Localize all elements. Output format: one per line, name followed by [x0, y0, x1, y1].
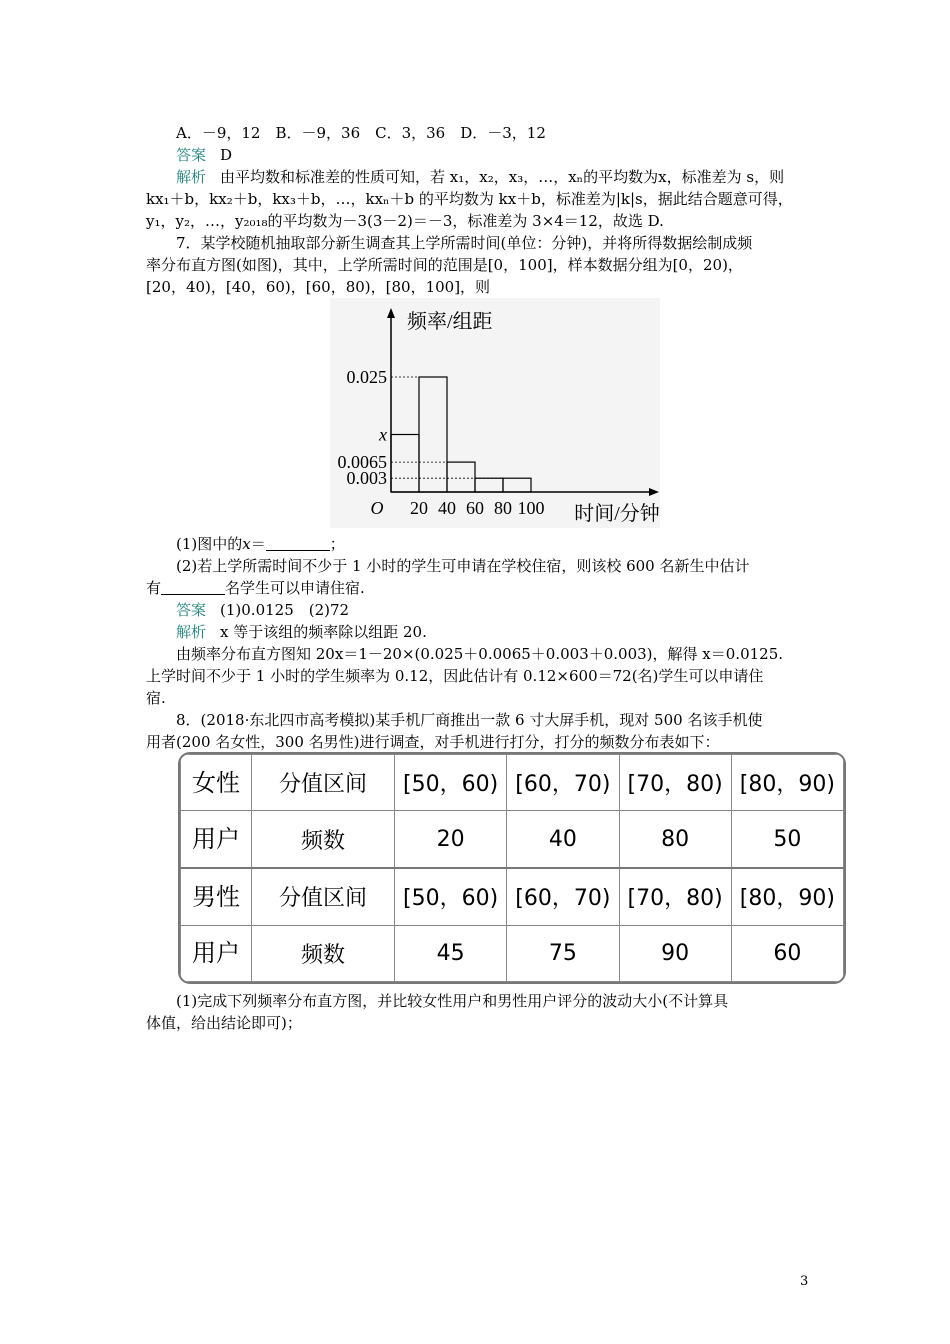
female-label-2: 用户	[181, 811, 252, 868]
origin-label: O	[370, 498, 384, 518]
q7-stem-3: [20，40)，[40，60)，[60，80)，[80，100]，则	[146, 278, 491, 296]
y-axis-title: 频率/组距	[407, 311, 493, 333]
q7-stem-1: 7．某学校随机抽取部分新生调查其上学所需时间(单位：分钟)，并将所得数据绘制成频	[176, 234, 753, 252]
q6-options: A．－9，12 B．－9，36 C．3，36 D．－3，12	[176, 124, 546, 142]
q7-sub1-eq: ＝	[250, 535, 266, 553]
q7-analysis-3: 上学时间不少于 1 小时的学生频率为 0.12，因此估计有 0.12×600＝72(名)学生可以申请住	[146, 667, 764, 685]
q7-sub1-text: (1)图中的	[176, 535, 243, 553]
q7-stem-2: 率分布直方图(如图)，其中，上学所需时间的范围是[0，100]，样本数据分组为[0，20)，	[146, 256, 743, 274]
chart-background	[330, 298, 660, 528]
analysis-text: 由平均数和标准差的性质可知，若 x₁，x₂，x₃，…，xₙ的平均数为x，标准差为 s，则	[220, 168, 785, 186]
q7-sub2-line2	[146, 577, 365, 599]
q7-sub1-end: ；	[329, 535, 345, 553]
answer-label: 答案	[176, 146, 207, 164]
x-tick-label: 80	[494, 498, 512, 518]
q7-analysis-4: 宿.	[146, 689, 166, 707]
q8-sub1-line1: (1)完成下列频率分布直方图，并比较女性用户和男性用户评分的波动大小(不计算具	[176, 992, 729, 1010]
y-tick-label: 0.0065	[337, 452, 387, 473]
answer-value: D	[220, 146, 233, 164]
y-tick-label: 0.025	[346, 367, 387, 387]
q7-analysis-2: 由频率分布直方图知 20x＝1－20×(0.025＋0.0065＋0.003＋0.003)，解得 x＝0.0125.	[176, 645, 784, 663]
female-freq-cell: 50	[731, 811, 843, 868]
x-tick-label: 40	[438, 498, 456, 518]
interval-header: 分值区间	[252, 755, 395, 811]
freq-header: 频数	[252, 811, 395, 868]
male-freq-cell: 90	[619, 925, 731, 982]
y-tick-label: x	[379, 424, 387, 445]
q7-sub1	[176, 533, 345, 555]
interval-header: 分值区间	[252, 868, 395, 925]
page-number: 3	[800, 1274, 809, 1289]
q6-answer	[176, 144, 232, 166]
q7-analysis-1	[176, 621, 427, 643]
male-label-2: 用户	[181, 925, 252, 982]
q6-analysis-1	[176, 166, 784, 188]
x-tick-label: 60	[466, 498, 484, 518]
interval-cell: [70，80)	[619, 868, 731, 925]
female-freq-cell: 20	[395, 811, 507, 868]
interval-cell: [80，90)	[731, 868, 843, 925]
male-freq-cell: 75	[507, 925, 619, 982]
female-freq-cell: 80	[619, 811, 731, 868]
q7-sub2-line1: (2)若上学所需时间不少于 1 小时的学生可申请在学校住宿，则该校 600 名新生中估计	[176, 557, 750, 575]
q7-sub2-pre: 有	[146, 579, 162, 597]
interval-cell: [50，60)	[395, 868, 507, 925]
female-label-1: 女性	[181, 755, 252, 811]
analysis-label: 解析	[176, 168, 207, 186]
q7-answer	[176, 599, 349, 621]
answer-value: (1)0.0125 (2)72	[220, 601, 350, 619]
x-axis-title: 时间/分钟	[574, 503, 660, 525]
q6-analysis-2: kx₁＋b，kx₂＋b，kx₃＋b，…，kxₙ＋b 的平均数为 kx＋b，标准差为|k|s，据此结合题意可得，	[146, 190, 793, 208]
x-tick-label: 20	[410, 498, 428, 518]
male-label-1: 男性	[181, 868, 252, 925]
q8-stem-1: 8．(2018·东北四市高考模拟)某手机厂商推出一款 6 寸大屏手机，现对 500 名该手机使	[176, 711, 763, 729]
y-tick-label: 0.003	[346, 468, 387, 489]
interval-cell: [60，70)	[507, 868, 619, 925]
x-tick-label: 100	[517, 498, 545, 518]
q6-analysis-3: y₁，y₂，…，y₂₀₁₈的平均数为－3(3－2)＝－3，标准差为 3×4＝12，故选 D.	[146, 212, 664, 230]
q7-sub1-var: x	[242, 535, 251, 553]
male-freq-cell: 60	[731, 925, 843, 982]
blank-field[interactable]	[161, 580, 225, 595]
q7-sub2-post: 名学生可以申请住宿.	[225, 579, 365, 597]
frequency-table	[178, 752, 846, 984]
histogram-chart	[330, 298, 660, 528]
male-freq-cell: 45	[395, 925, 507, 982]
q8-stem-2: 用者(200 名女性，300 名男性)进行调查，对手机进行打分，打分的频数分布表如下：	[146, 733, 720, 751]
interval-cell: [50，60)	[395, 755, 507, 811]
interval-cell: [60，70)	[507, 755, 619, 811]
q8-sub1-line2: 体值，给出结论即可)；	[146, 1014, 302, 1032]
answer-label: 答案	[176, 601, 207, 619]
blank-field[interactable]	[266, 536, 330, 551]
interval-cell: [80，90)	[731, 755, 843, 811]
analysis-text: x 等于该组的频率除以组距 20.	[220, 623, 427, 641]
interval-cell: [70，80)	[619, 755, 731, 811]
analysis-label: 解析	[176, 623, 207, 641]
freq-header: 频数	[252, 925, 395, 982]
female-freq-cell: 40	[507, 811, 619, 868]
